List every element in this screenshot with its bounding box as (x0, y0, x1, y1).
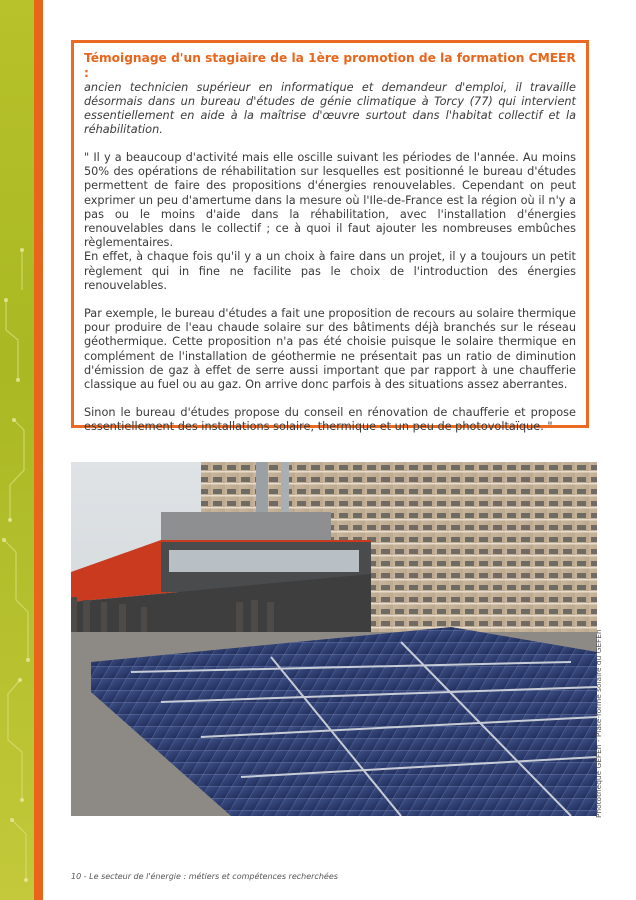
photo-credit: Photothèque GEFEn - Plate-forme solaire du GEFEn (594, 629, 603, 818)
testimony-paragraph-1: " Il y a beaucoup d'activité mais elle oscille suivant les périodes de l'année. Au moins 50% des opérations de réhabilitation sur lesquelles est positionné le bureau d'études permettent de faire des propositions d'énergies renouvelables. Cependant on peut exprimer un peu d'amertume dans la mesure où l'Ile-de-France est la région où il n'y a pas ou le moins d'aide dans la réhabilitation, avec l'installation d'énergies renouvelables dans le collectif ; ce à quoi il faut ajouter les nombreuses embûches règlementaires. (84, 151, 576, 250)
testimony-paragraph-2: En effet, à chaque fois qu'il y a un choix à faire dans un projet, il y a toujours un petit règlement qui in fine ne facilite pas le choix de l'introduction des énergies renouvelables. (84, 250, 576, 292)
orange-stripe (34, 0, 43, 900)
page-footer: 10 - Le secteur de l'énergie : métiers et compétences recherchées (71, 872, 338, 881)
side-decoration-band (0, 0, 34, 900)
testimony-intro: ancien technicien supérieur en informatique et demandeur d'emploi, il travaille désormais dans un bureau d'études de génie climatique à Torcy (77) qui intervient essentiellement en aide à la maîtrise d'œuvre surtout dans l'habitat collectif et la réhabilitation. (84, 81, 576, 136)
testimony-paragraph-3: Par exemple, le bureau d'études a fait une proposition de recours au solaire thermique pour produire de l'eau chaude solaire sur des bâtiments déjà branchés sur le réseau géothermique. Cette proposition n'a pas été choisie puisque le solaire thermique en complément de l'installation de géothermie ne présentait pas un ratio de diminution d'émission de gaz à effet de serre aussi important que par rapport à une chaufferie classique au fuel ou au gaz. On arrive donc parfois à des situations assez aberrantes. (84, 307, 576, 392)
solar-rooftop-photo (71, 462, 597, 816)
circuit-pattern-icon (0, 0, 34, 900)
testimony-box (71, 40, 589, 434)
testimony-paragraph-4: Sinon le bureau d'études propose du conseil en rénovation de chaufferie et propose essentiellement des installations solaire, thermique et un peu de photovoltaïque. " (84, 406, 576, 434)
testimony-title: Témoignage d'un stagiaire de la 1ère promotion de la formation CMEER : (84, 51, 576, 80)
